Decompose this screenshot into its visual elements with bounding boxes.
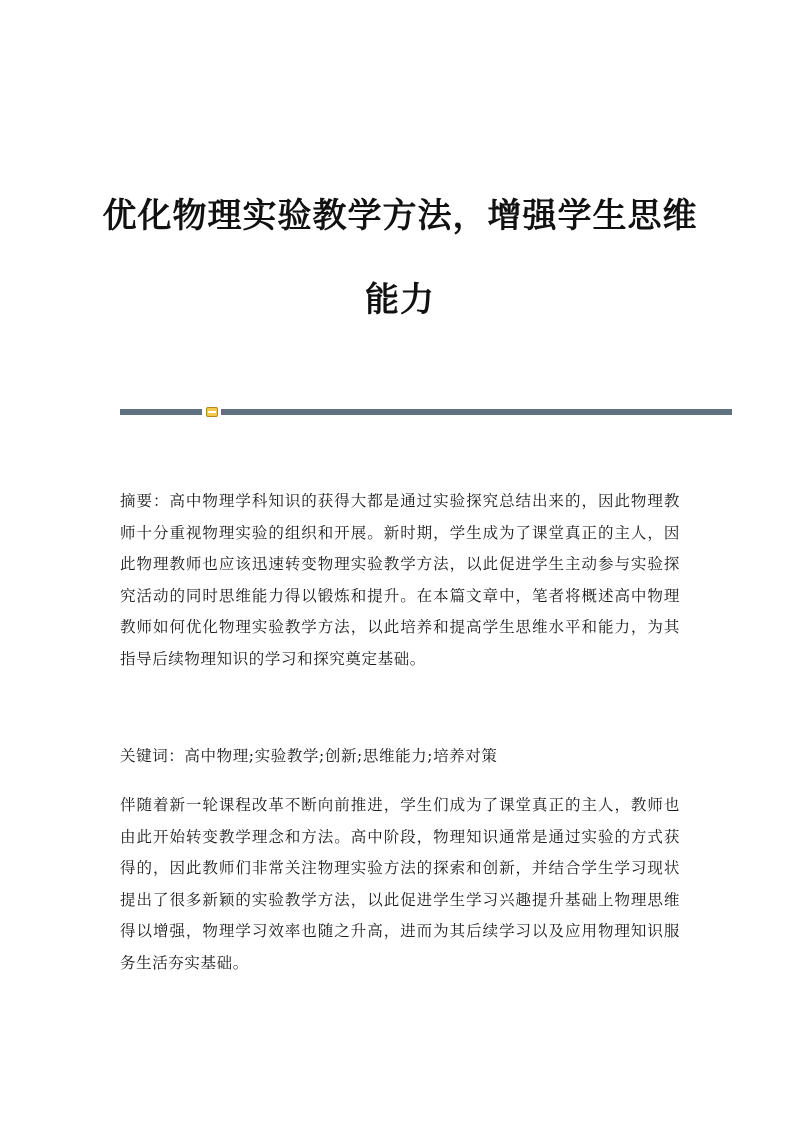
keywords-line: 关键词：高中物理;实验教学;创新;思维能力;培养对策	[120, 747, 498, 765]
divider-bar-right	[221, 409, 732, 415]
title-line-1: 优化物理实验教学方法，增强学生思维	[102, 196, 698, 236]
divider-ornament-icon	[206, 407, 218, 417]
divider-bar-left	[120, 409, 202, 415]
title-divider	[120, 407, 732, 415]
title-line-2: 能力	[365, 280, 435, 320]
abstract-paragraph: 摘要：高中物理学科知识的获得大都是通过实验探究总结出来的，因此物理教师十分重视物理实验的组织和开展。新时期，学生成为了课堂真正的主人，因此物理教师也应该迅速转变物理实验教学方法，以此促进学生主动参与实验探究活动的同时思维能力得以锻炼和提升。在本篇文章中，笔者将概述高中物理教师如何优化物理实验教学方法，以此培养和提高学生思维水平和能力，为其指导后续物理知识的学习和探究奠定基础。	[120, 492, 680, 668]
body-paragraph: 伴随着新一轮课程改革不断向前推进，学生们成为了课堂真正的主人，教师也由此开始转变教学理念和方法。高中阶段，物理知识通常是通过实验的方式获得的，因此教师们非常关注物理实验方法的探索和创新，并结合学生学习现状提出了很多新颖的实验教学方法，以此促进学生学习兴趣提升基础上物理思维得以增强，物理学习效率也随之升高，进而为其后续学习以及应用物理知识服务生活夯实基础。	[120, 796, 680, 972]
